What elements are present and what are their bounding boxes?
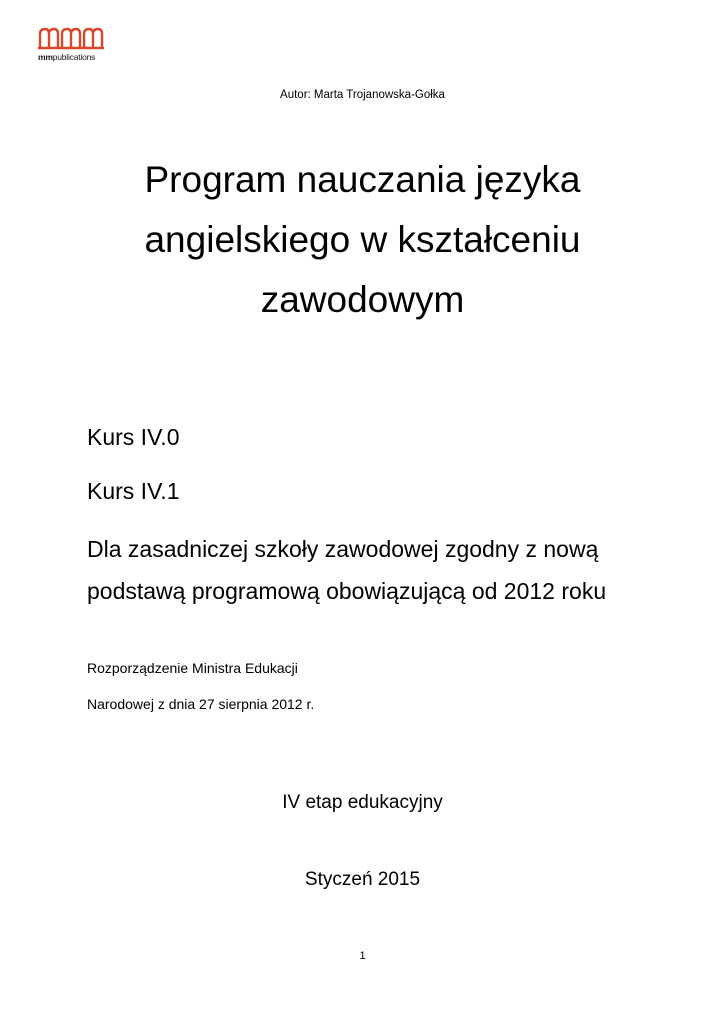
author-line: Autor: Marta Trojanowska-Gołka <box>280 89 445 101</box>
description-paragraph: Dla zasadniczej szkoły zawodowej zgodny z nową podstawą programową obowiązującą od 2012 roku <box>87 536 607 604</box>
course-item: Kurs IV.1 <box>87 478 180 504</box>
course-item: Kurs IV.0 <box>87 424 180 450</box>
title-line: zawodowym <box>260 279 465 320</box>
regulation-line: Narodowej z dnia 27 sierpnia 2012 r. <box>87 696 315 712</box>
page-number: 1 <box>359 950 366 962</box>
document-title <box>60 150 665 330</box>
logo-wordmark: mmpublications <box>38 52 96 62</box>
title-line: angielskiego w kształceniu <box>144 219 581 260</box>
publisher-logo <box>38 26 110 64</box>
education-stage: IV etap edukacyjny <box>282 792 443 813</box>
mm-publications-logo-icon <box>38 26 106 50</box>
document-date: Styczeń 2015 <box>304 869 421 890</box>
regulation-line: Rozporządzenie Ministra Edukacji <box>87 660 298 676</box>
title-line: Program nauczania języka <box>144 159 581 200</box>
